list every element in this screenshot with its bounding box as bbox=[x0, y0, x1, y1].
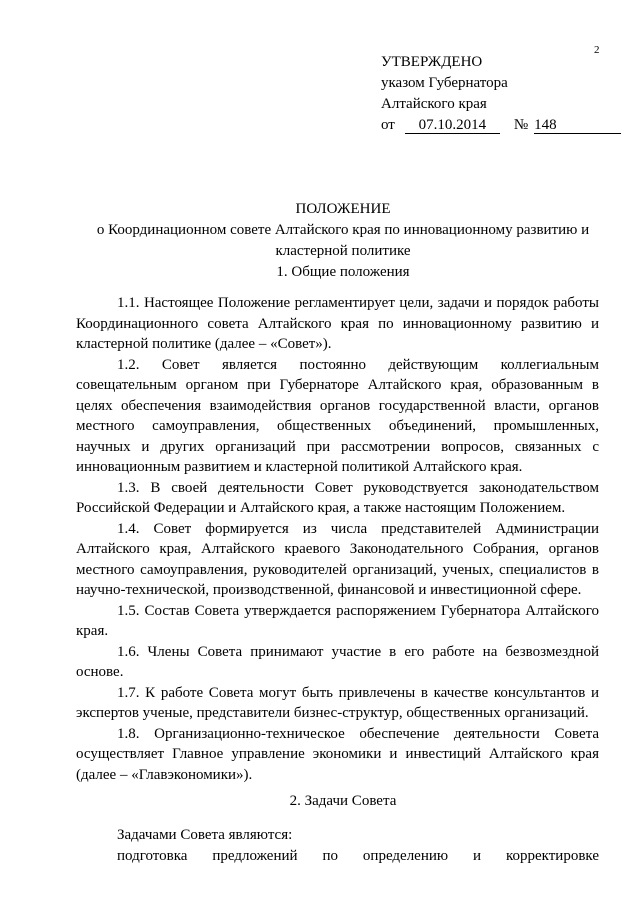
task-item-1: подготовка предложений по определению и корректировке bbox=[117, 847, 599, 864]
paragraph-1-1: 1.1. Настоящее Положение регламентирует цели, задачи и порядок работы Координационного совета Алтайского края по инновационному развитию и кластерной политике (далее – «Совет»). bbox=[76, 295, 599, 352]
approval-line-3: Алтайского края bbox=[381, 96, 487, 112]
paragraph-1-7: 1.7. К работе Совета могут быть привлечены в качестве консультантов и экспертов ученые, представители бизнес-структур, общественных организаций. bbox=[76, 684, 599, 721]
paragraph-1-6: 1.6. Члены Совета принимают участие в его работе на безвозмездной основе. bbox=[76, 643, 599, 680]
title-subtitle: о Координационном совете Алтайского края по инновационному развитию и кластерной политике bbox=[96, 222, 590, 259]
approval-line-1: УТВЕРЖДЕНО bbox=[381, 54, 483, 70]
paragraph-1-8: 1.8. Организационно-техническое обеспечение деятельности Совета осуществляет Главное управление экономики и инвестиций Алтайского края (далее – «Главэкономики»). bbox=[76, 725, 599, 783]
section-2-body bbox=[76, 825, 599, 866]
approval-from-label: от bbox=[381, 117, 395, 133]
paragraph-1-5: 1.5. Состав Совета утверждается распоряжением Губернатора Алтайского края. bbox=[76, 602, 599, 639]
title-heading: ПОЛОЖЕНИЕ bbox=[295, 201, 391, 217]
page-number: 2 bbox=[594, 44, 600, 56]
paragraph-1-4: 1.4. Совет формируется из числа представителей Администрации Алтайского края, Алтайского краевого Законодательного Собрания, органов местного самоуправления, руководителей организаций, ученых, специалистов в научно-технической, производственной, финансовой и инвестиционной сфере. bbox=[76, 520, 599, 598]
section-2-heading: 2. Задачи Совета bbox=[289, 793, 397, 809]
approval-date: 07.10.2014 bbox=[405, 117, 500, 134]
section-1-body bbox=[76, 293, 599, 785]
approval-number-sign: № bbox=[513, 117, 529, 133]
approval-stamp bbox=[381, 52, 621, 136]
approval-number: 148 bbox=[534, 117, 621, 134]
paragraph-1-3: 1.3. В своей деятельности Совет руководствуется законодательством Российской Федерации и Алтайского края, а также настоящим Положением. bbox=[76, 479, 599, 516]
document-title bbox=[60, 199, 626, 262]
paragraph-1-2: 1.2. Совет является постоянно действующим коллегиальным совещательным органом при Губернаторе Алтайского края, образованным в целях обеспечения взаимодействия органов государственной власти, органов местного самоуправления, общественных объединений, промышленных, научных и других организаций при рассмотрении вопросов, связанных с инновационным развитием и кластерной политикой Алтайского края. bbox=[76, 356, 599, 475]
approval-line-2: указом Губернатора bbox=[381, 75, 508, 91]
tasks-intro: Задачами Совета являются: bbox=[117, 827, 293, 843]
approval-date-line bbox=[381, 115, 621, 136]
section-1-heading: 1. Общие положения bbox=[276, 264, 410, 280]
